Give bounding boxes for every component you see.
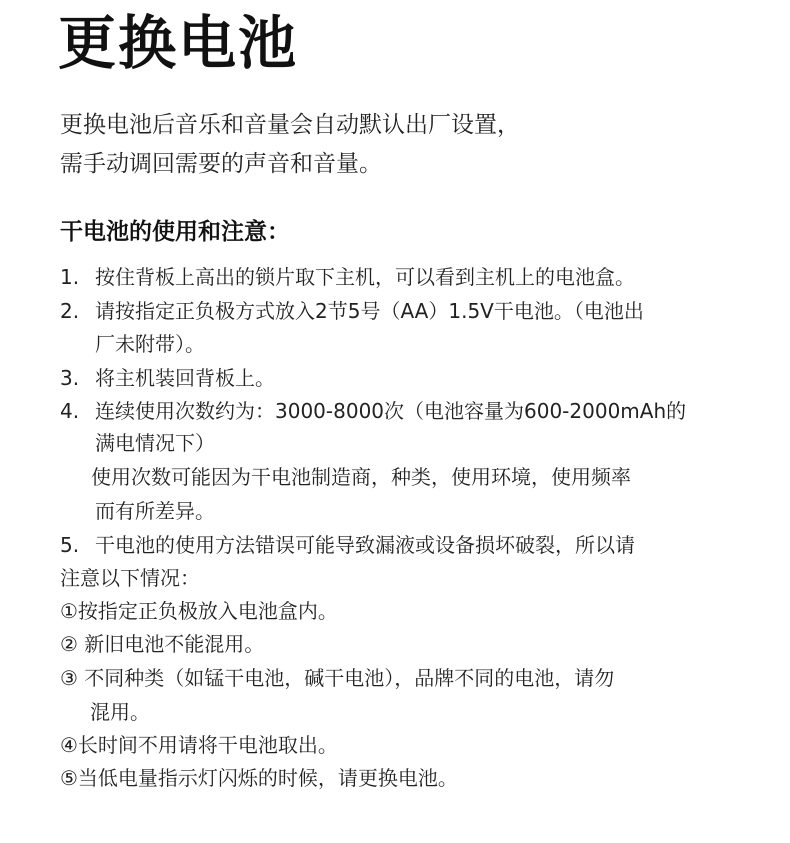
item-2-text-line-1: 请按指定正负极方式放入2节5号（AA）1.5V干电池。（电池出 xyxy=(95,299,644,323)
item-5-number: 5. xyxy=(60,533,80,557)
caution-item-3-line-2: 混用。 xyxy=(90,700,150,724)
item-1-number: 1. xyxy=(60,265,80,289)
item-4-number: 4. xyxy=(60,399,80,423)
item-4-note-line-2: 而有所差异。 xyxy=(95,499,215,523)
item-2-text-line-2: 厂未附带）。 xyxy=(95,332,205,356)
item-1-text: 按住背板上高出的锁片取下主机，可以看到主机上的电池盒。 xyxy=(95,265,635,289)
item-4-text-line-1: 连续使用次数约为：3000-8000次（电池容量为600-2000mAh的 xyxy=(95,399,687,423)
caution-item-2: ② 新旧电池不能混用。 xyxy=(60,632,265,656)
page-title: 更换电池 xyxy=(58,9,299,77)
section-heading: 干电池的使用和注意： xyxy=(60,219,290,245)
caution-item-1: ①按指定正负极放入电池盒内。 xyxy=(60,599,338,623)
item-3-number: 3. xyxy=(60,366,80,390)
item-2-number: 2. xyxy=(60,299,80,323)
item-4-note-line-1: 使用次数可能因为干电池制造商，种类，使用环境，使用频率 xyxy=(91,465,631,489)
caution-item-3-line-1: ③ 不同种类（如锰干电池，碱干电池），品牌不同的电池，请勿 xyxy=(60,666,615,690)
caution-item-4: ④长时间不用请将干电池取出。 xyxy=(60,733,338,757)
item-5-text-line-2: 注意以下情况： xyxy=(60,566,200,590)
item-4-text-line-2: 满电情况下） xyxy=(95,431,215,455)
item-5-text-line-1: 干电池的使用方法错误可能导致漏液或设备损坏破裂，所以请 xyxy=(95,533,635,557)
intro-paragraph xyxy=(60,106,520,184)
intro-line-1: 更换电池后音乐和音量会自动默认出厂设置， xyxy=(60,112,520,138)
caution-item-5: ⑤当低电量指示灯闪烁的时候，请更换电池。 xyxy=(60,766,458,790)
item-3-text: 将主机装回背板上。 xyxy=(95,366,275,390)
intro-line-2: 需手动调回需要的声音和音量。 xyxy=(60,151,382,177)
